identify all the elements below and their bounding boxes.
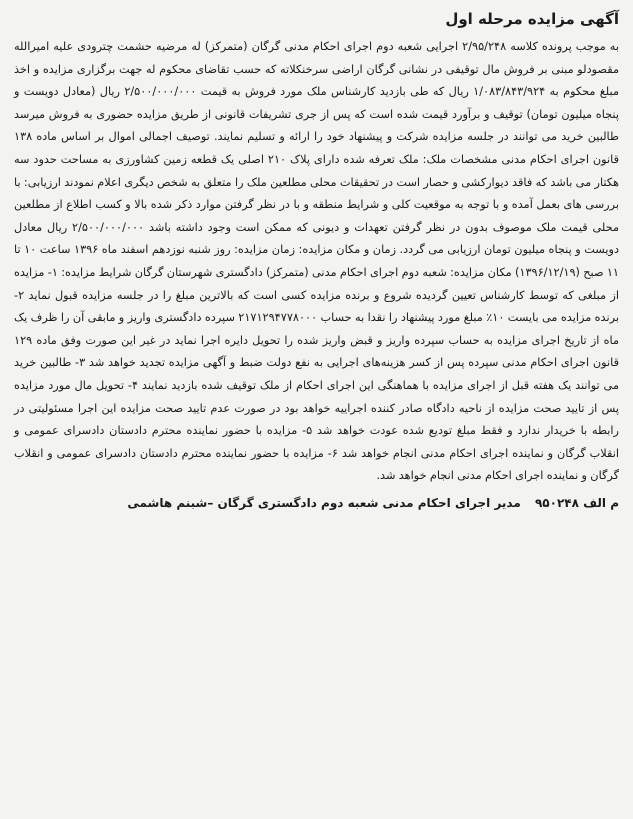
notice-title: آگهی مزایده مرحله اول [445,10,619,28]
footer-signature: مدیر اجرای احکام مدنی شعبه دوم دادگستری گرگان –شبنم هاشمی [127,495,521,510]
notice-body: به موجب پرونده کلاسه ۲/۹۵/۲۴۸ اجرایی شعبه دوم اجرای احکام مدنی گرگان (متمرکز) له مرضیه حشمت چترودی علیه امیرالله مقصودلو مبنی بر فروش مال توقیفی در نشانی گرگان اراضی سرخنکلاته که حسب تقاضای محکوم له جهت برگزاری مزایده و اخذ مبلغ محکوم به ۱/۰۸۳/۸۴۳/۹۲۴ ریال که طی بازدید کارشناس ملک مورد فروش به قیمت ۲/۵۰۰/۰۰۰/۰۰۰ ریال (معادل دویست و پنجاه میلیون تومان) توقیف و برآورد قیمت شده است که پس از جری تشریفات قانونی از طریق مزایده حضوری به فروش میرسد طالبین خرید می توانند در جلسه مزایده شرکت و پیشنهاد خود را ارائه و تسلیم نمایند. توصیف اجمالی اموال بر اساس ماده ۱۳۸ قانون اجرای احکام مدنی مشخصات ملک: ملک تعرفه شده دارای پلاک ۲۱۰ اصلی یک قطعه زمین کشاورزی به مساحت حدود سه هکتار می باشد که فاقد دیوارکشی و حصار است در تحقیقات محلی مطلعین ملک را متعلق به شخص دیگری اعلام نمودند ارزیابی: با بررسی های بعمل آمده و با توجه به موقعیت کلی و شرایط منطقه و با در نظر گرفتن موارد ذکر شده بالا و کسب اطلاع از مطلعین محلی قیمت ملک موصوف بدون در نظر گرفتن تعهدات و دیونی که ممکن است وجود داشته باشد ۲/۵۰۰/۰۰۰/۰۰۰ ریال معادل دویست و پنجاه میلیون تومان ارزیابی می گردد. زمان و مکان مزایده: زمان مزایده: روز شنبه نوزدهم اسفند ماه ۱۳۹۶ ساعت ۱۰ تا ۱۱ صبح (۱۳۹۶/۱۲/۱۹) مکان مزایده: شعبه دوم اجرای احکام مدنی (متمرکز) دادگستری شهرستان گرگان شرایط مزایده: ۱- مزایده از مبلغی که توسط کارشناس تعیین گردیده شروع و برنده مزایده کسی است که بالاترین مبلغ را در جلسه مزایده قبول نماید ۲- برنده مزایده می بایست ۱۰٪ مبلغ مورد پیشنهاد را نقدا به حساب ۲۱۷۱۲۹۴۷۷۸۰۰۰ سپرده دادگستری واریز و مابقی آن را ظرف یک ماه از تاریخ اجرای مزایده به حساب سپرده واریز و قبض واریز شده را تحویل دایره اجرا نماید در غیر این صورت وفق ماده ۱۲۹ قانون اجرای احکام مدنی سپرده پس از کسر هزینه‌های اجرایی به نفع دولت ضبط و آگهی مزایده تجدید خواهد شد ۳- طالبین خرید می توانند یک هفته قبل از اجرای مزایده با هماهنگی این اجرای احکام از ملک توقیف شده بازدید نمایند ۴- تحویل مال مورد مزایده پس از تایید صحت مزایده از ناحیه دادگاه صادر کننده اجراییه خواهد بود در صورت عدم تایید صحت مزایده این اجرا مسئولیتی در رابطه با خریدار ندارد و فقط مبلغ تودیع شده عودت خواهد شد ۵- مزایده با حضور نماینده محترم دادستان دادسرای عمومی و انقلاب گرگان و نماینده اجرای احکام مدنی انجام خواهد شد ۶- مزایده با حضور نماینده محترم دادستان دادسرای عمومی و انقلاب گرگان و نماینده اجرای احکام مدنی انجام خواهد شد. [14,40,619,483]
footer-code: م الف ۹۵۰۲۴۸ [534,495,619,510]
notice-footer [14,492,619,514]
